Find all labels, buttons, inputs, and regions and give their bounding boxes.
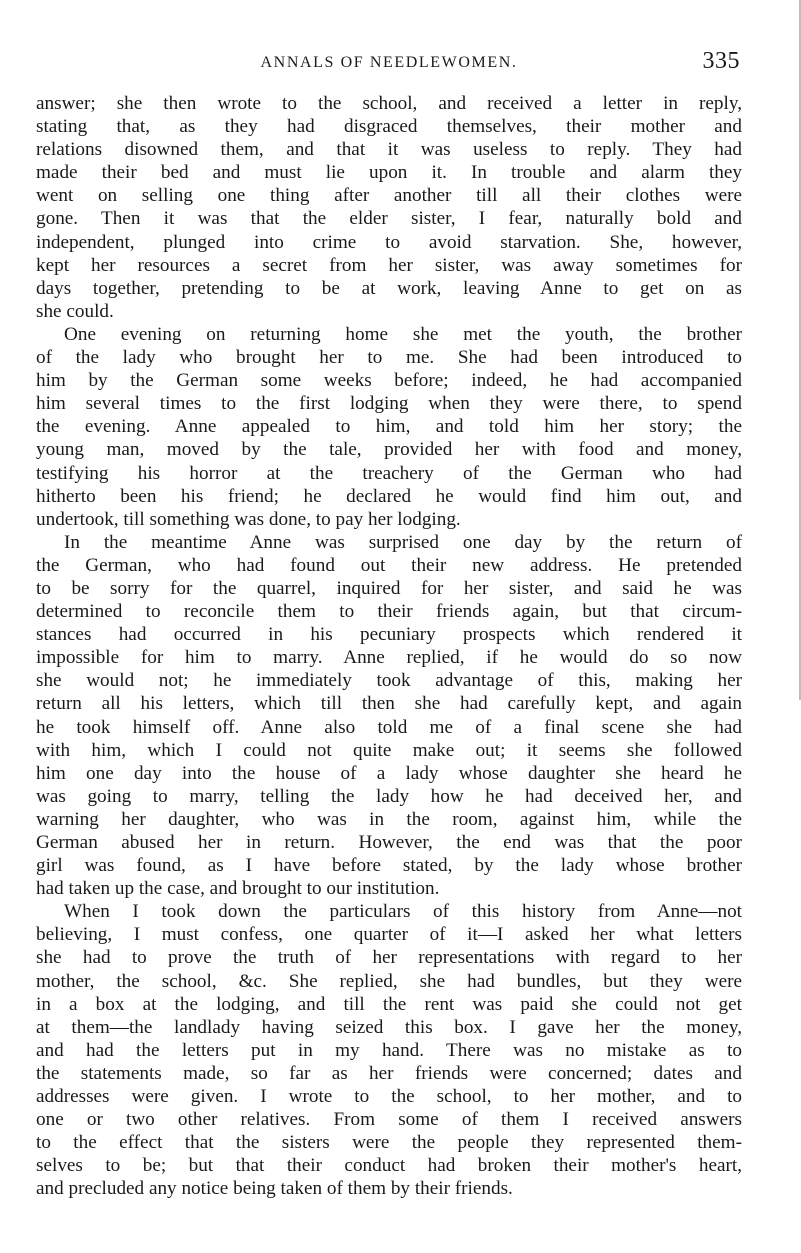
text-line: and precluded any notice being taken of them by their friends. [36, 1178, 513, 1200]
text-line: she had to prove the truth of her representations with regard to her [36, 947, 742, 969]
text-line: with him, which I could not quite make out; it seems she followed [36, 739, 742, 761]
text-line: German abused her in return. However, the end was that the poor [36, 832, 742, 853]
text-line: warning her daughter, who was in the room, against him, while the [36, 808, 742, 830]
text-line: to be sorry for the quarrel, inquired for her sister, and said he was [36, 577, 742, 599]
text-line: days together, pretending to be at work, leaving Anne to get on as [36, 277, 742, 299]
text-line: girl was found, as I have before stated, by the lady whose brother [36, 855, 742, 877]
text-line: to the effect that the sisters were the people they represented them- [36, 1132, 742, 1154]
text-line: she would not; he immediately took advantage of this, making her [36, 670, 742, 692]
text-line: was going to marry, telling the lady how he had deceived her, and [36, 785, 742, 807]
body-text [36, 92, 742, 1201]
text-line: hitherto been his friend; he declared he would find him out, and [36, 485, 742, 507]
text-line: return all his letters, which till then she had carefully kept, and again [36, 693, 742, 715]
text-line: the German, who had found out their new address. He pretended [36, 554, 742, 576]
text-line: the evening. Anne appealed to him, and told him her story; the [36, 416, 742, 438]
text-line: independent, plunged into crime to avoid starvation. She, however, [36, 231, 742, 253]
text-line: him by the German some weeks before; indeed, he had accompanied [36, 370, 742, 392]
text-line: One evening on returning home she met the youth, the brother [64, 323, 742, 345]
text-line: impossible for him to marry. Anne replied, if he would do so now [36, 647, 742, 669]
text-line: stances had occurred in his pecuniary prospects which rendered it [36, 624, 742, 646]
text-line: he took himself off. Anne also told me of a final scene she had [36, 716, 742, 738]
text-line: stating that, as they had disgraced themselves, their mother and [36, 116, 742, 138]
text-line: selves to be; but that their conduct had broken their mother's heart, [36, 1155, 742, 1177]
text-line: in a box at the lodging, and till the rent was paid she could not get [36, 993, 742, 1015]
text-line: him several times to the first lodging when they were there, to spend [36, 393, 742, 415]
text-line: In the meantime Anne was surprised one day by the return of [64, 531, 742, 553]
text-line: undertook, till something was done, to pay her lodging. [36, 508, 461, 530]
text-line: addresses were given. I wrote to the school, to her mother, and to [36, 1086, 742, 1108]
text-line: gone. Then it was that the elder sister, I fear, naturally bold and [36, 208, 742, 230]
text-line: young man, moved by the tale, provided her with food and money, [36, 439, 742, 461]
text-line: made their bed and must lie upon it. In trouble and alarm they [36, 162, 742, 184]
text-line: believing, I must confess, one quarter of it—I asked her what letters [36, 924, 742, 946]
text-line: him one day into the house of a lady whose daughter she heard he [36, 762, 742, 784]
text-line: she could. [36, 300, 114, 322]
text-line: one or two other relatives. From some of them I received answers [36, 1109, 742, 1131]
text-line: and had the letters put in my hand. There was no mistake as to [36, 1039, 742, 1061]
text-line: the statements made, so far as her friends were concerned; dates and [36, 1062, 742, 1084]
text-line: testifying his horror at the treachery of the German who had [36, 462, 742, 484]
page-number: 335 [702, 48, 740, 74]
running-head: ANNALS OF NEEDLEWOMEN. [260, 54, 518, 71]
text-line: kept her resources a secret from her sister, was away sometimes for [36, 254, 742, 276]
text-line: answer; she then wrote to the school, and received a letter in reply, [36, 93, 742, 114]
text-line: at them—the landlady having seized this box. I gave her the money, [36, 1016, 742, 1038]
text-line: of the lady who brought her to me. She had been introduced to [36, 347, 742, 369]
text-line: relations disowned them, and that it was useless to reply. They had [36, 139, 742, 161]
text-line: When I took down the particulars of this history from Anne—not [64, 901, 742, 923]
text-line: went on selling one thing after another till all their clothes were [36, 185, 742, 207]
text-line: had taken up the case, and brought to our institution. [36, 878, 440, 900]
text-line: determined to reconcile them to their friends again, but that circum- [36, 601, 742, 623]
text-line: mother, the school, &c. She replied, she had bundles, but they were [36, 970, 742, 992]
page-header [36, 48, 742, 80]
